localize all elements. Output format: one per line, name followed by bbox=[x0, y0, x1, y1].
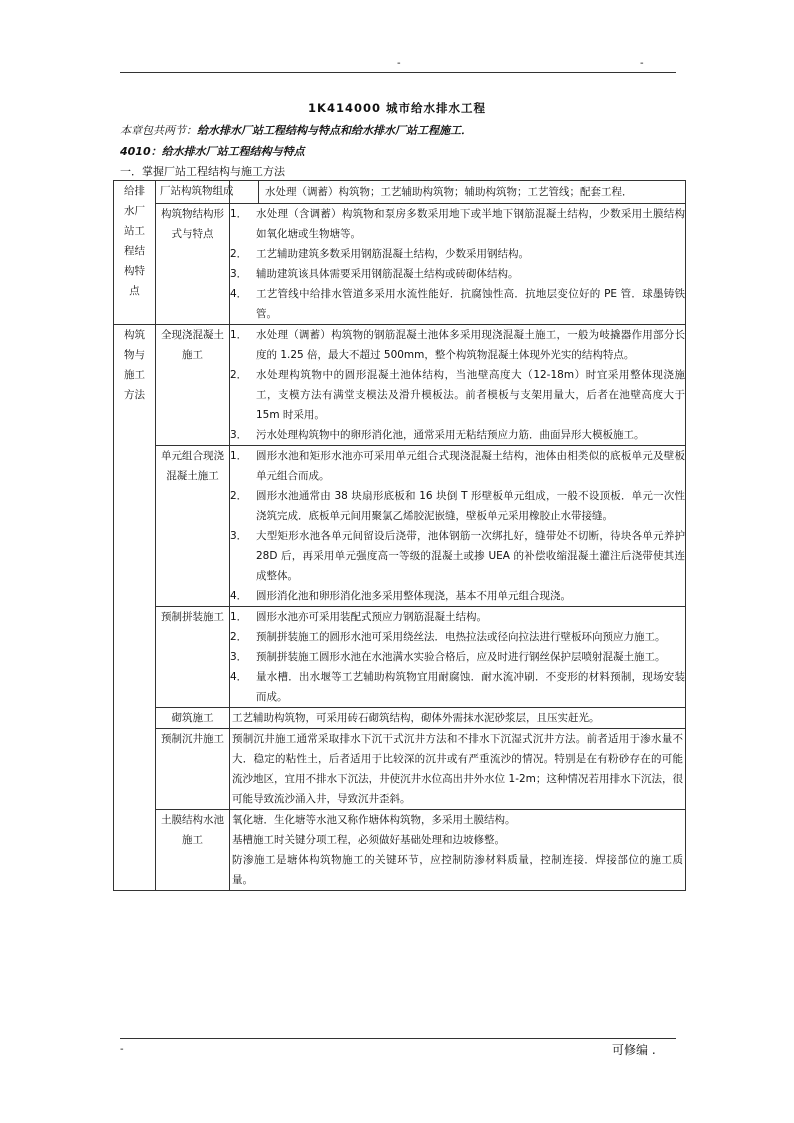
list-item: 3． 辅助建筑该具体需要采用钢筋混凝土结构或砖砌体结构。 bbox=[230, 268, 519, 280]
method-items bbox=[230, 446, 686, 607]
method-row-soil-membrane bbox=[114, 810, 686, 891]
header-mark-right: - bbox=[640, 58, 644, 69]
group1-head-line: 构特 bbox=[124, 265, 145, 277]
text-line: 防渗施工是塘体构筑物施工的关键环节，应控制防渗材料质量，控制连接．焊接部位的施工质量。 bbox=[232, 854, 683, 886]
method-label: 砌筑施工 bbox=[156, 708, 230, 729]
intro-bold: 给水排水厂站工程结构与特点和给水排水厂站工程施工． bbox=[197, 124, 472, 137]
footer-rule bbox=[120, 1038, 676, 1039]
group1-head-line: 站工 bbox=[124, 225, 145, 237]
list-item: 2． 圆形水池通常由 38 块扇形底板和 16 块倒 T 形壁板单元组成，一般不设顶板．单元一次性浇筑完成．底板单元间用聚氯乙烯胶泥嵌缝，壁板单元采用橡胶止水带接缝。 bbox=[230, 490, 685, 522]
method-row-cast-in-place bbox=[114, 325, 686, 446]
list-item: 1． 圆形水池和矩形水池亦可采用单元组合式现浇混凝土结构，池体由相类似的底板单元及壁板单元组合而成。 bbox=[230, 450, 685, 482]
method-row-masonry bbox=[114, 708, 686, 729]
group1-head-line: 水厂 bbox=[124, 205, 145, 217]
group1-head-line: 程结 bbox=[124, 245, 145, 257]
list-item: 4． 圆形消化池和卵形消化池多采用整体现浇，基本不用单元组合现浇。 bbox=[230, 590, 571, 602]
method-items bbox=[230, 607, 686, 708]
text-line: 基槽施工时关键分项工程，必须做好基础处理和边坡修整。 bbox=[232, 834, 505, 846]
form-items bbox=[230, 204, 686, 325]
method-label: 预制沉井施工 bbox=[156, 729, 230, 810]
method-label: 单元组合现浇混凝土施工 bbox=[156, 446, 230, 607]
list-item: 4． 工艺管线中给排水管道多采用水流性能好．抗腐蚀性高．抗地层变位好的 PE 管．球墨铸铁管。 bbox=[230, 288, 685, 320]
group2-head-line: 构筑 bbox=[124, 329, 145, 341]
group1-head-line: 给排 bbox=[124, 185, 145, 197]
method-label: 土膜结构水池施工 bbox=[156, 810, 230, 891]
header-rule bbox=[120, 72, 676, 73]
header-mark-left: - bbox=[397, 58, 401, 69]
method-row-unit-combination bbox=[114, 446, 686, 607]
composition-value: 水处理（调蓄）构筑物；工艺辅助构筑物；辅助构筑物；工艺管线；配套工程． bbox=[230, 181, 686, 204]
list-item: 3． 预制拼装施工圆形水池在水池满水实验合格后，应及时进行钢丝保护层喷射混凝土施工。 bbox=[230, 651, 666, 663]
list-item: 1． 水处理（含调蓄）构筑物和泵房多数采用地下或半地下钢筋混凝土结构，少数采用土膜结构如氧化塘或生物塘等。 bbox=[230, 208, 685, 240]
group2-head-line: 物与 bbox=[124, 349, 145, 361]
section-heading: 4010：给水排水厂站工程结构与特点 bbox=[120, 145, 305, 158]
composition-row bbox=[114, 181, 686, 204]
list-item: 4． 量水槽．出水堰等工艺辅助构筑物宜用耐腐蚀．耐水流冲刷．不变形的材料预制，现场安装而成。 bbox=[230, 671, 685, 703]
form-row bbox=[114, 204, 686, 325]
list-item: 3． 大型矩形水池各单元间留设后浇带，池体钢筋一次绑扎好，缝带处不切断，待块各单元养护 28D 后，再采用单元强度高一等级的混凝土或掺 UEA 的补偿收缩混凝土灌注后浇带使其连成整体。 bbox=[230, 530, 685, 582]
method-label: 预制拼装施工 bbox=[156, 607, 230, 708]
method-row-precast bbox=[114, 607, 686, 708]
method-label: 全现浇混凝土施工 bbox=[156, 325, 230, 446]
subsection-heading: 一．掌握厂站工程结构与施工方法 bbox=[120, 165, 285, 178]
list-item: 1． 水处理（调蓄）构筑物的钢筋混凝土池体多采用现浇混凝土施工，一般为岐撬器作用部分长度的 1.25 倍，最大不超过 500mm，整个构筑物混凝土体现外光实的结构特点。 bbox=[230, 329, 685, 361]
structure-table bbox=[113, 180, 686, 891]
footer-mark-left: - bbox=[120, 1044, 124, 1055]
footer-note: 可修编 . bbox=[612, 1043, 656, 1057]
list-item: 3． 污水处理构筑物中的卵形消化池，通常采用无粘结预应力筋．曲面异形大模板施工。 bbox=[230, 429, 645, 441]
group2-head bbox=[114, 325, 156, 891]
list-item: 2． 工艺辅助建筑多数采用钢筋混凝土结构，少数采用钢结构。 bbox=[230, 248, 529, 260]
method-text: 工艺辅助构筑物，可采用砖石砌筑结构，砌体外需抹水泥砂浆层，且压实赶光。 bbox=[230, 708, 686, 729]
group2-head-line: 施工 bbox=[124, 369, 145, 381]
group1-head bbox=[114, 181, 156, 325]
page-title: 1K414000 城市给水排水工程 bbox=[308, 101, 486, 115]
form-label: 构筑物结构形式与特点 bbox=[156, 204, 230, 325]
list-item: 2． 水处理构筑物中的圆形混凝土池体结构，当池壁高度大（12-18m）时宜采用整体现浇施工，支模方法有满堂支模法及滑升模板法。前者模板与支架用量大，后者在池壁高度大于 15m 时采用。 bbox=[230, 369, 685, 421]
intro-prefix: 本章包共两节： bbox=[120, 124, 197, 137]
method-text: 预制沉井施工通常采取排水下沉干式沉井方法和不排水下沉湿式沉井方法。前者适用于渗水量不大．稳定的粘性土，后者适用于比较深的沉井或有严重流沙的情况。特别是在有粉砂存在的可能流沙地区，宜用不排水下沉法，井使沉井水位高出井外水位 1-2m；这种情况若用排水下沉法，很可能导致流沙涌入井，导致沉井歪斜。 bbox=[230, 729, 686, 810]
list-item: 2． 预制拼装施工的圆形水池可采用绕丝法．电热拉法或径向拉法进行壁板环向预应力施工。 bbox=[230, 631, 666, 643]
method-items bbox=[230, 325, 686, 446]
method-row-caisson bbox=[114, 729, 686, 810]
group2-head-line: 方法 bbox=[124, 389, 145, 401]
list-item: 1． 圆形水池亦可采用装配式预应力钢筋混凝土结构。 bbox=[230, 611, 487, 623]
group1-head-line: 点 bbox=[129, 285, 140, 297]
chapter-intro bbox=[120, 122, 472, 138]
text-line: 氧化塘．生化塘等水池又称作塘体构筑物，多采用土膜结构。 bbox=[232, 814, 516, 826]
method-lines bbox=[230, 810, 686, 891]
composition-label: 厂站构筑物组成 bbox=[156, 181, 230, 204]
